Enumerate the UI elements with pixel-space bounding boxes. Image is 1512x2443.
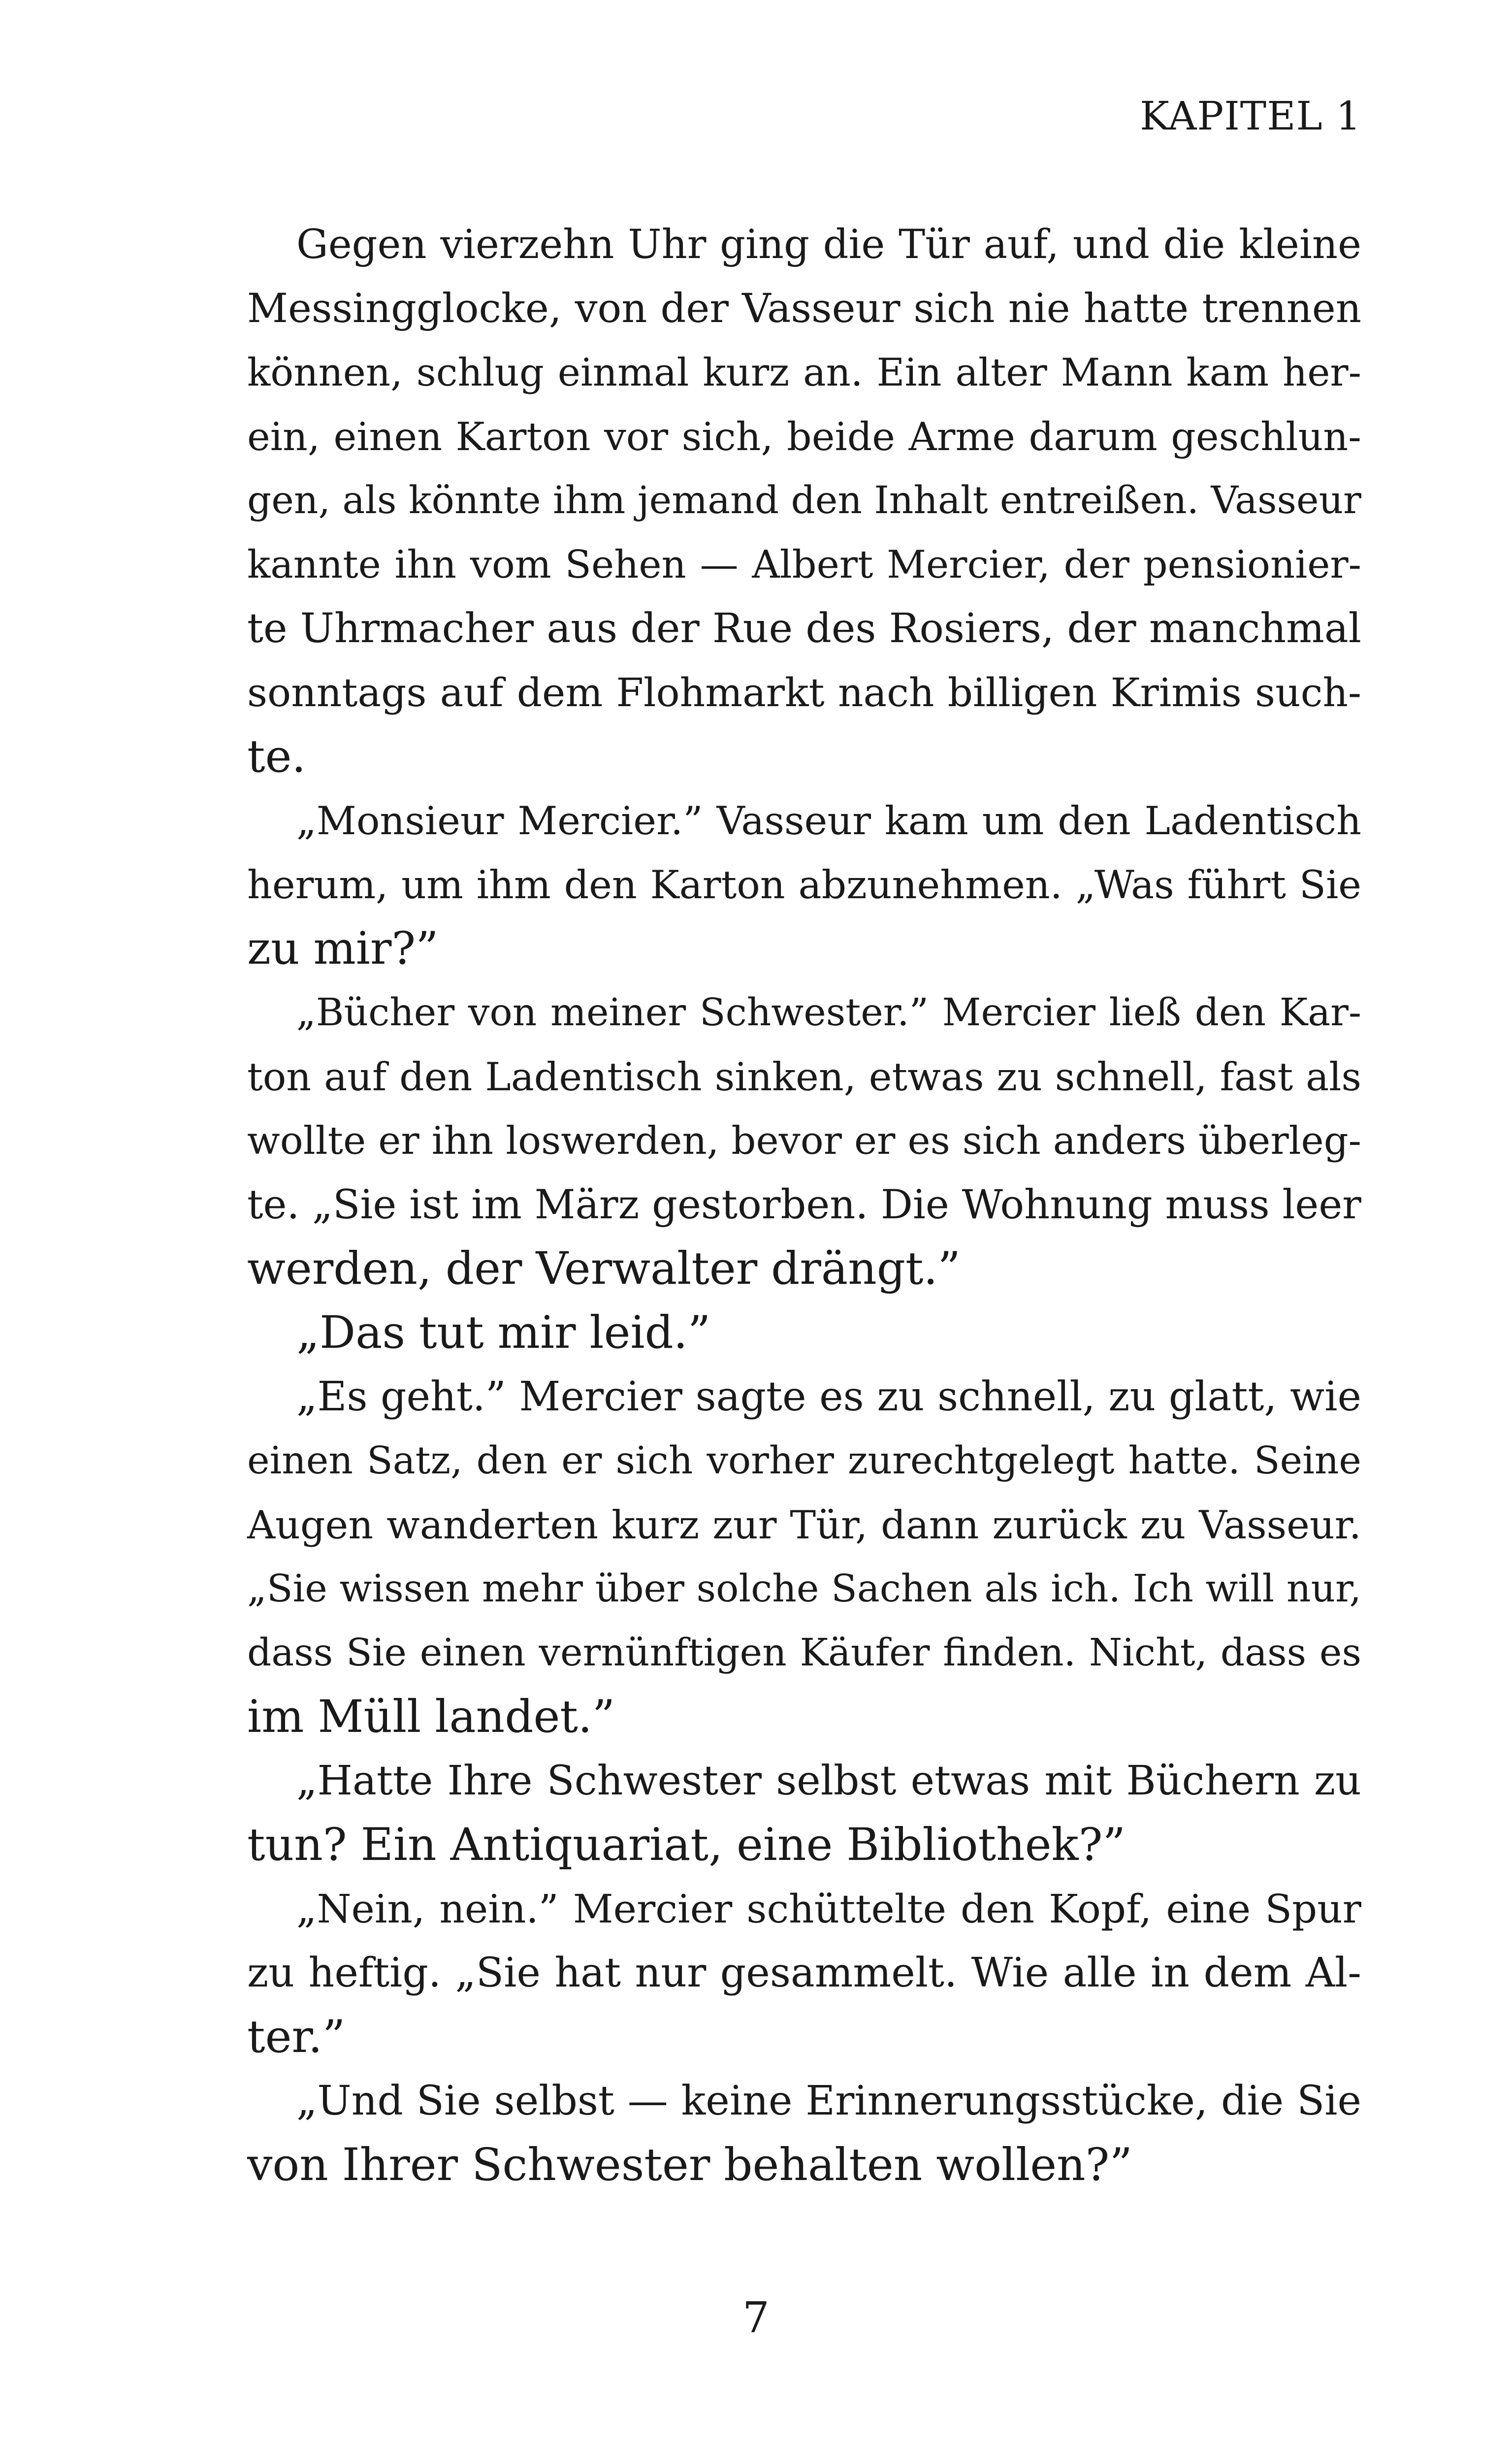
text-line: wollte er ihn loswerden, bevor er es sich anders überleg- xyxy=(247,1119,1361,1163)
text-line: te Uhrmacher aus der Rue des Rosiers, der manchmal xyxy=(247,605,1361,652)
text-line: zu mir?” xyxy=(247,923,439,975)
text-line: „Das tut mir leid.” xyxy=(296,1307,711,1359)
text-line: ein, einen Karton vor sich, beide Arme darum geschlun- xyxy=(247,414,1361,459)
body-text xyxy=(247,213,1361,2197)
text-line: sonntags auf dem Flohmarkt nach billigen Krimis such- xyxy=(247,670,1361,716)
text-line: von Ihrer Schwester behalten wollen?” xyxy=(247,2139,1132,2191)
text-line: Messingglocke, von der Vasseur sich nie hatte trennen xyxy=(247,286,1361,332)
running-header: KAPITEL 1 xyxy=(1140,93,1361,139)
text-line: „Sie wissen mehr über solche Sachen als ich. Ich will nur, xyxy=(247,1567,1361,1611)
text-line: „Monsieur Mercier.” Vasseur kam um den Ladentisch xyxy=(296,798,1361,844)
text-line: werden, der Verwalter drängt.” xyxy=(247,1243,961,1295)
text-line: ton auf den Ladentisch sinken, etwas zu schnell, fast als xyxy=(247,1054,1361,1100)
text-line: herum, um ihm den Karton abzunehmen. „Was führt Sie xyxy=(247,862,1361,908)
text-line: können, schlug einmal kurz an. Ein alter Mann kam her- xyxy=(247,351,1361,395)
text-line: zu heftig. „Sie hat nur gesammelt. Wie alle in dem Al- xyxy=(247,1950,1361,1996)
text-line: „Es geht.” Mercier sagte es zu schnell, zu glatt, wie xyxy=(296,1373,1361,1420)
text-line: te. „Sie ist im März gestorben. Die Wohnung muss leer xyxy=(247,1182,1361,1228)
text-line: dass Sie einen vernünftigen Käufer finden. Nicht, dass es xyxy=(247,1631,1361,1675)
text-line: te. xyxy=(247,731,306,782)
page-number: 7 xyxy=(742,2293,770,2343)
text-line: im Müll landet.” xyxy=(247,1691,615,1743)
text-line: ter.” xyxy=(247,2011,346,2063)
text-line: einen Satz, den er sich vorher zurechtgelegt hatte. Seine xyxy=(247,1439,1361,1483)
text-line: kannte ihn vom Sehen — Albert Mercier, der pensionier- xyxy=(247,543,1361,587)
text-line: „Nein, nein.” Mercier schüttelte den Kopf, eine Spur xyxy=(296,1886,1361,1932)
text-line: „Hatte Ihre Schwester selbst etwas mit Büchern zu xyxy=(296,1758,1361,1804)
text-line: „Und Sie selbst — keine Erinnerungsstücke, die Sie xyxy=(296,2078,1361,2124)
text-line: Augen wanderten kurz zur Tür, dann zurück zu Vasseur. xyxy=(247,1502,1361,1548)
text-line: tun? Ein Antiquariat, eine Bibliothek?” xyxy=(247,1819,1126,1871)
text-line: gen, als könnte ihm jemand den Inhalt entreißen. Vasseur xyxy=(247,479,1361,522)
text-line: „Bücher von meiner Schwester.” Mercier ließ den Kar- xyxy=(296,991,1361,1035)
text-line: Gegen vierzehn Uhr ging die Tür auf, und die kleine xyxy=(296,222,1361,268)
